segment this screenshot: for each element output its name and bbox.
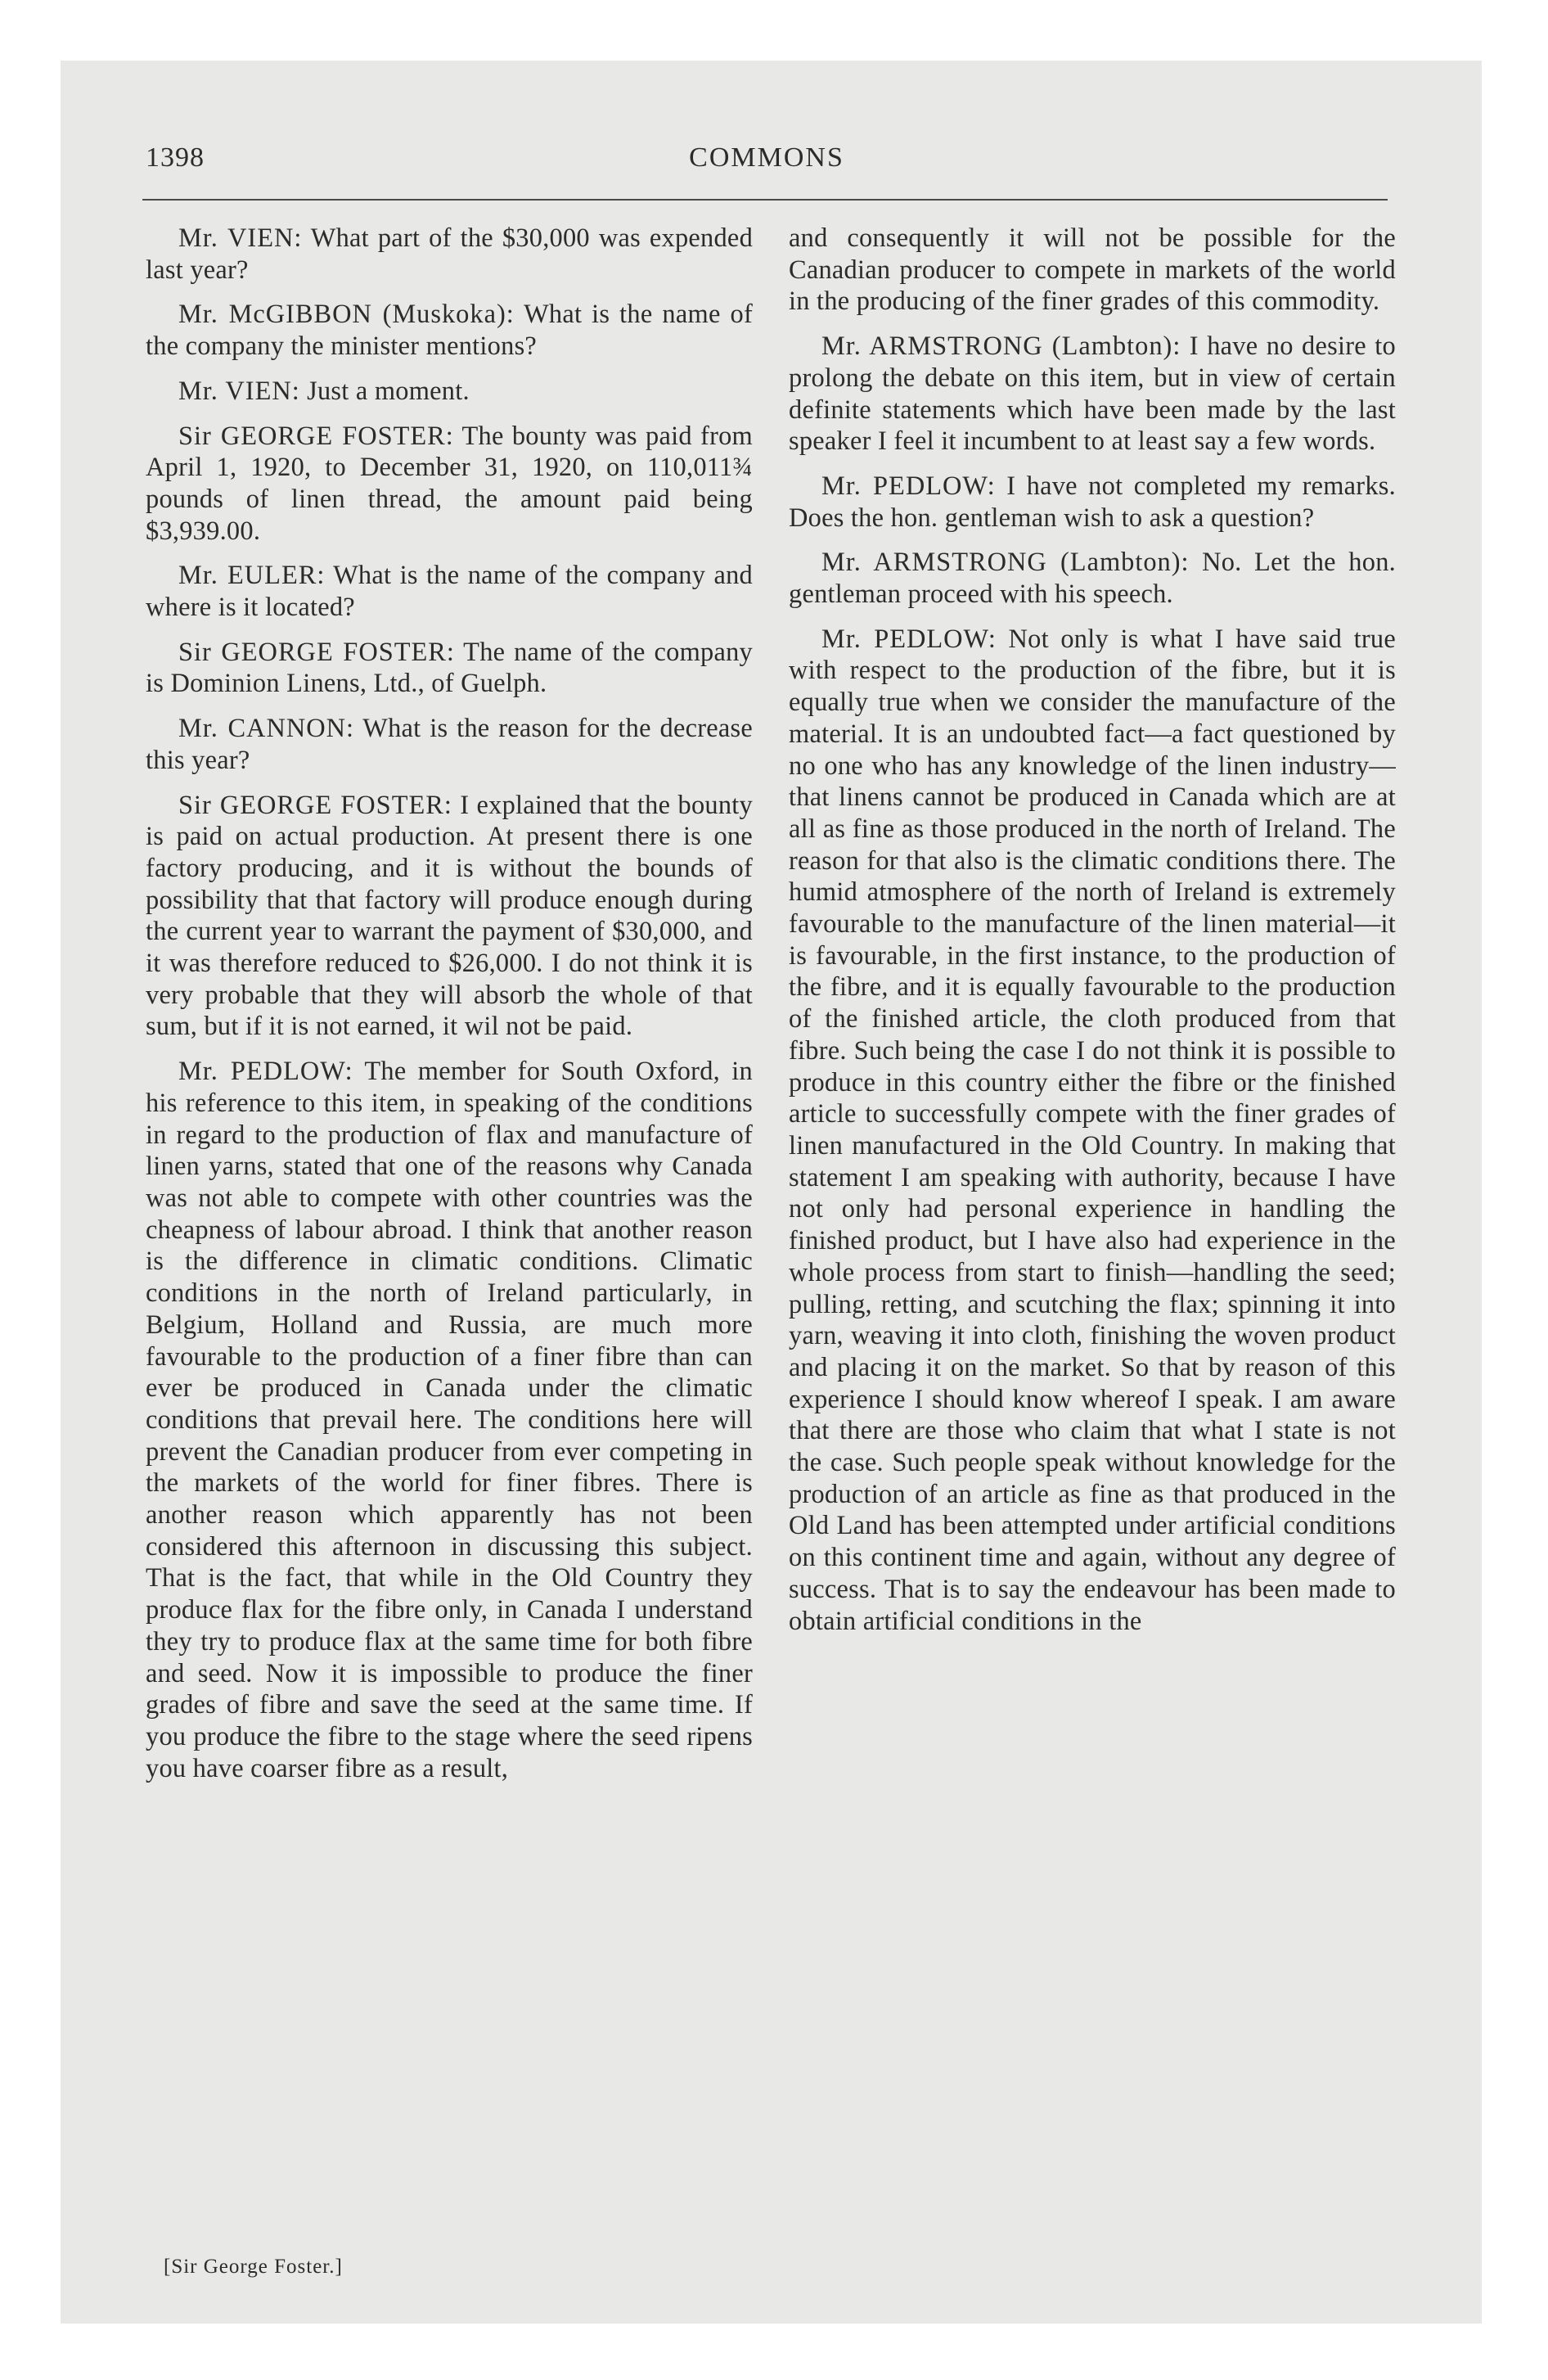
paragraph-text: No. Let the hon. gentleman proceed with his speech. <box>789 548 1396 610</box>
paragraph-text: What is the name of the company and where is it located? <box>146 561 753 623</box>
header-rule <box>142 199 1388 201</box>
paragraph <box>146 376 753 408</box>
speaker-name: Mr. VIEN: <box>178 376 300 406</box>
paragraph-text: and consequently it will not be possible for the Canadian producer to compete in markets of the world in the producing of the finer grades of this commodity. <box>789 223 1396 317</box>
speaker-name: Sir GEORGE FOSTER: <box>178 421 454 451</box>
paragraph-text: The name of the company is Dominion Linens, Ltd., of Guelph. <box>146 637 753 699</box>
page-number: 1398 <box>146 142 205 173</box>
paragraph-text: Just a moment. <box>307 376 470 406</box>
speaker-name: Sir GEORGE FOSTER: <box>178 790 452 820</box>
paragraph <box>789 547 1396 610</box>
paragraph <box>146 560 753 623</box>
paragraph <box>146 637 753 700</box>
speaker-name: Sir GEORGE FOSTER: <box>178 637 455 667</box>
paragraph <box>789 331 1396 458</box>
speaker-name: Mr. McGIBBON (Muskoka): <box>178 300 515 330</box>
paragraph-text: What is the reason for the decrease this year? <box>146 714 754 775</box>
paragraph-text: I explained that the bounty is paid on actual production. At present there is one factory producing, and it is without the bounds of possibility that that factory will produce enough during the current year to warrant the payment of $30,000, and it was therefore reduced to $26,000. I do not think it is very probable that they will absorb the whole of that sum, but if it is not earned, it wil not be paid. <box>146 790 753 1042</box>
speaker-name: Mr. PEDLOW: <box>178 1057 353 1087</box>
speaker-name: Mr. PEDLOW: <box>821 624 997 654</box>
paragraph-text: What is the name of the company the minister mentions? <box>146 300 753 362</box>
speaker-name: Mr. VIEN: <box>178 223 303 253</box>
paragraph <box>146 223 753 286</box>
right-column <box>789 223 1396 1650</box>
paragraph-continued <box>789 223 1396 318</box>
paragraph <box>789 624 1396 1638</box>
paragraph <box>789 471 1396 534</box>
paragraph <box>146 299 753 362</box>
paragraph-text: Not only is what I have said true with respect to the production of the fibre, but it is equally true when we consider the manufacture of the material. It is an undoubted fact—a fact questioned by no one who has any knowledge of the linen industry—that linens cannot be produced in Canada which are at all as fine as those produced in the north of Ireland. The reason for that also is the climatic conditions there. The humid atmosphere of the north of Ireland is extremely favourable to the manufacture of the linen material—it is favourable, in the first instance, to the production of the fibre, and it is equally favourable to the production of the finished article, the cloth produced from that fibre. Such being the case I do not think it is possible to produce in this country either the fibre or the finished article to successfully compete with the finer grades of linen manufactured in the Old Country. In making that statement I am speaking with authority, because I have not only had personal experience in handling the finished product, but I have also had experience in the whole process from start to finish—handling the seed; pulling, retting, and scutching the flax; spinning it into yarn, weaving it into cloth, finishing the woven product and placing it on the market. So that by reason of this experience I should know whereof I speak. I am aware that there are those who claim that what I state is not the case. Such people speak without knowledge for the production of an article as fine as that produced in the Old Land has been attempted under artificial conditions on this continent time and again, without any degree of success. That is to say the endeavour has been made to obtain artificial conditions in the <box>789 624 1396 1636</box>
page-header <box>146 137 1388 178</box>
footnote: [Sir George Foster.] <box>164 2256 343 2278</box>
speaker-name: Mr. EULER: <box>178 561 326 591</box>
running-head: COMMONS <box>689 142 844 173</box>
paragraph-text: The bounty was paid from April 1, 1920, to December 31, 1920, on 110,011¾ pounds of linen thread, the amount paid being $3,939.00. <box>146 421 753 546</box>
paragraph <box>146 713 753 776</box>
speaker-name: Mr. ARMSTRONG (Lambton): <box>821 548 1190 578</box>
paragraph-text: I have not completed my remarks. Does the hon. gentleman wish to ask a question? <box>789 471 1396 533</box>
paragraph-text: The member for South Oxford, in his reference to this item, in speaking of the conditions in regard to the production of flax and manufacture of linen yarns, stated that one of the reasons why Canada was not able to compete with other countries was the cheapness of labour abroad. I think that another reason is the difference in climatic conditions. Climatic conditions in the north of Ireland particularly, in Belgium, Holland and Russia, are much more favourable to the production of a finer fibre than can ever be produced in Canada under the climatic conditions that prevail here. The conditions here will prevent the Canadian producer from ever competing in the markets of the world for finer fibres. There is another reason which apparently has not been considered this afternoon in discussing this subject. That is the fact, that while in the Old Country they produce flax for the fibre only, in Canada I understand they try to produce flax at the same time for both fibre and seed. Now it is impossible to produce the finer grades of fibre and save the seed at the same time. If you produce the fibre to the stage where the seed ripens you have coarser fibre as a result, <box>146 1057 753 1783</box>
paragraph-text: I have no desire to prolong the debate on this item, but in view of certain definite statements which have been made by the last speaker I feel it incumbent to at least say a few words. <box>789 331 1396 457</box>
paragraph <box>146 790 753 1044</box>
paragraph <box>146 1056 753 1784</box>
paragraph-text: What part of the $30,000 was expended last year? <box>146 223 754 285</box>
paragraph <box>146 421 753 548</box>
speaker-name: Mr. ARMSTRONG (Lambton): <box>821 331 1181 362</box>
left-column <box>146 223 753 1797</box>
speaker-name: Mr. PEDLOW: <box>821 471 996 501</box>
speaker-name: Mr. CANNON: <box>178 714 355 744</box>
